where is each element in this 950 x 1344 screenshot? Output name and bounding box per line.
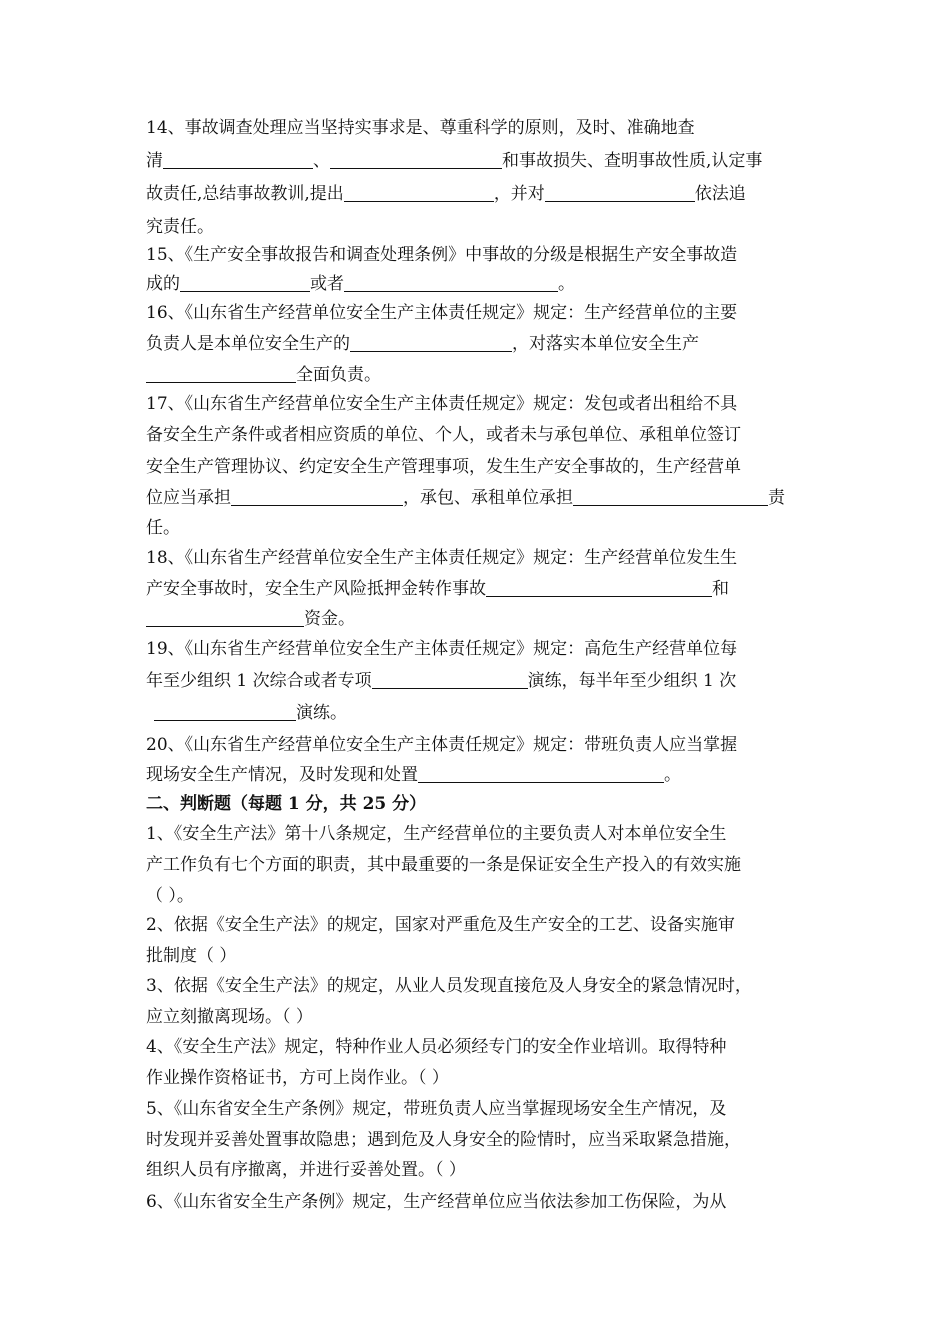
text: 负责人是本单位安全生产的 [146,334,350,354]
question-16-line-1 [146,297,737,329]
question-20-line-1 [146,729,737,761]
text: 15、《生产安全事故报告和调查处理条例》中事故的分级是根据生产安全事故造 [146,245,738,265]
tf-1-line-1 [146,818,726,850]
question-19-line-3 [146,697,347,729]
text: 组织人员有序撤离，并进行妥善处置。（ ） [146,1160,466,1180]
question-19-line-1 [146,633,737,665]
text: 16、《山东省生产经营单位安全生产主体责任规定》规定：生产经营单位的主要 [146,303,738,323]
text: 清 [146,151,163,171]
text: 安全生产管理协议、约定安全生产管理事项，发生生产安全事故的，生产经营单 [146,457,741,477]
question-16-line-2 [146,328,699,360]
text: 位应当承担 [146,488,231,508]
tf-5-line-2 [146,1124,741,1156]
text: 究责任。 [146,217,214,237]
text: 依法追 [694,184,746,204]
tf-1-line-2 [146,849,741,881]
tf-3-line-2 [146,1001,313,1033]
question-17-line-1 [146,388,737,420]
text: 14、事故调查处理应当坚持实事求是、尊重科学的原则，及时、准确地查 [146,118,695,138]
question-18-line-1 [146,542,737,574]
answer-blank[interactable] [350,331,512,352]
answer-blank[interactable] [231,485,403,506]
text: 3、依据《安全生产法》的规定，从业人员发现直接危及人身安全的紧急情况时， [146,976,752,996]
question-17-line-2 [146,419,741,451]
answer-blank[interactable] [344,181,494,202]
answer-blank[interactable] [146,362,296,383]
tf-2-line-2 [146,940,236,972]
text: 二、判断题（每题 1 分，共 25 分） [146,794,427,814]
text: 产安全事故时，安全生产风险抵押金转作事故 [146,579,486,599]
tf-2-line-1 [146,909,735,941]
text: ，并对 [493,184,545,204]
text: 成的 [146,274,180,294]
text: 或者 [310,274,344,294]
section-2-heading [146,788,426,820]
text: 备安全生产条件或者相应资质的单位、个人，或者未与承包单位、承租单位签订 [146,425,741,445]
text: 。 [558,274,575,294]
answer-blank[interactable] [545,181,695,202]
question-19-line-2 [146,665,736,697]
question-15-line-1 [146,239,737,271]
text: 时发现并妥善处置事故隐患；遇到危及人身安全的险情时，应当采取紧急措施， [146,1130,741,1150]
question-18-line-2 [146,573,729,605]
text: 演练。 [296,703,347,723]
question-16-line-3 [146,359,381,391]
text: 、 [313,151,330,171]
text: 应立刻撤离现场。（ ） [146,1007,313,1027]
tf-4-line-2 [146,1062,449,1094]
text: 故责任,总结事故教训,提出 [146,184,344,204]
tf-1-line-3 [146,880,194,912]
text: 年至少组织 1 次综合或者专项 [146,671,372,691]
question-14-line-2 [146,145,762,177]
tf-4-line-1 [146,1031,726,1063]
text: 批制度（ ） [146,946,237,966]
answer-blank[interactable] [154,700,296,721]
text: 全面负责。 [296,365,381,385]
text: 产工作负有七个方面的职责，其中最重要的一条是保证安全生产投入的有效实施 [146,855,741,875]
answer-blank[interactable] [180,271,310,292]
text: 4、《安全生产法》规定，特种作业人员必须经专门的安全作业培训。取得特种 [146,1037,727,1057]
text: 和 [712,579,729,599]
text: ，对落实本单位安全生产 [512,334,699,354]
text: 。 [664,765,681,785]
text: 演练，每半年至少组织 1 次 [527,671,737,691]
question-17-line-3 [146,451,741,483]
question-14-line-3 [146,178,746,210]
tf-6-line-1 [146,1186,726,1218]
text: 5、《山东省安全生产条例》规定，带班负责人应当掌握现场安全生产情况，及 [146,1099,727,1119]
text: 18、《山东省生产经营单位安全生产主体责任规定》规定：生产经营单位发生生 [146,548,738,568]
answer-blank[interactable] [486,576,712,597]
text: 资金。 [304,609,355,629]
text: 1、《安全生产法》第十八条规定，生产经营单位的主要负责人对本单位安全生 [146,824,727,844]
question-18-line-3 [146,603,355,635]
question-20-line-2 [146,759,681,791]
answer-blank[interactable] [163,148,313,169]
text: 现场安全生产情况，及时发现和处置 [146,765,418,785]
answer-blank[interactable] [344,271,558,292]
text: 19、《山东省生产经营单位安全生产主体责任规定》规定：高危生产经营单位每 [146,639,738,659]
tf-5-line-1 [146,1093,726,1125]
tf-3-line-1 [146,970,752,1002]
text: 6、《山东省安全生产条例》规定，生产经营单位应当依法参加工伤保险，为从 [146,1192,727,1212]
text: ，承包、承租单位承担 [403,488,573,508]
text: 2、依据《安全生产法》的规定，国家对严重危及生产安全的工艺、设备实施审 [146,915,735,935]
question-17-line-5 [146,512,180,544]
answer-blank[interactable] [573,485,768,506]
text: 17、《山东省生产经营单位安全生产主体责任规定》规定：发包或者出租给不具 [146,394,738,414]
answer-blank[interactable] [146,606,304,627]
text: 20、《山东省生产经营单位安全生产主体责任规定》规定：带班负责人应当掌握 [146,735,738,755]
tf-5-line-3 [146,1154,466,1186]
question-14-line-1 [146,112,695,144]
text: （ ）。 [146,886,194,906]
text: 作业操作资格证书，方可上岗作业。（ ） [146,1068,449,1088]
question-15-line-2 [146,268,575,300]
text: 和事故损失、查明事故性质,认定事 [502,151,763,171]
answer-blank[interactable] [330,148,502,169]
question-17-line-4 [146,482,785,514]
text: 责 [768,488,785,508]
text: 任。 [146,518,180,538]
answer-blank[interactable] [418,762,664,783]
answer-blank[interactable] [372,668,528,689]
